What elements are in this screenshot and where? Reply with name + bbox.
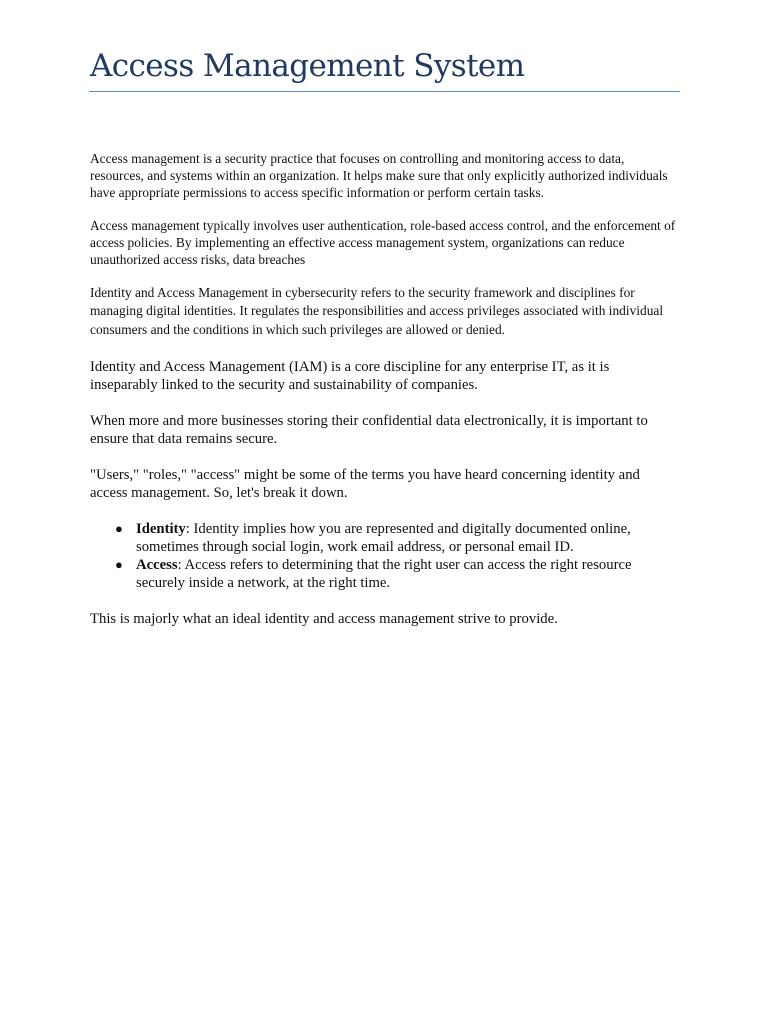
list-item [90, 556, 680, 592]
paragraph-6: "Users," "roles," "access" might be some of the terms you have heard concerning identity and access management. So, let's break it down. [90, 467, 640, 501]
list-item [90, 520, 680, 556]
bullet-text: : Identity implies how you are represented and digitally documented online, sometimes through social login, work email address, or personal email ID. [136, 521, 631, 555]
paragraph-4: Identity and Access Management (IAM) is a core discipline for any enterprise IT, as it is inseparably linked to the security and sustainability of companies. [90, 359, 610, 393]
paragraph-1: Access management is a security practice that focuses on controlling and monitoring access to data, resources, and systems within an organization. It helps make sure that only explicitly authorized individuals have appropriate permissions to access specific information or perform certain tasks. [90, 151, 668, 200]
paragraph-7: This is majorly what an ideal identity and access management strive to provide. [90, 611, 558, 627]
paragraph-5: When more and more businesses storing their confidential data electronically, it is important to ensure that data remains secure. [90, 413, 648, 447]
bullet-term: Access [136, 557, 178, 573]
bullet-list [90, 520, 680, 592]
title-underline [89, 91, 680, 92]
bullet-icon: ● [115, 521, 123, 536]
bullet-icon: ● [115, 557, 123, 572]
bullet-term: Identity [136, 521, 186, 537]
page-title: Access Management System [90, 48, 525, 84]
bullet-text: : Access refers to determining that the right user can access the right resource securely inside a network, at the right time. [136, 557, 632, 591]
paragraph-2: Access management typically involves user authentication, role-based access control, and the enforcement of access policies. By implementing an effective access management system, organizations can reduce unauthorized access risks, data breaches [90, 218, 676, 267]
paragraph-3: Identity and Access Management in cybersecurity refers to the security framework and disciplines for managing digital identities. It regulates the responsibilities and access privileges associated with individual consumers and the conditions in which such privileges are allowed or denied. [90, 285, 664, 337]
